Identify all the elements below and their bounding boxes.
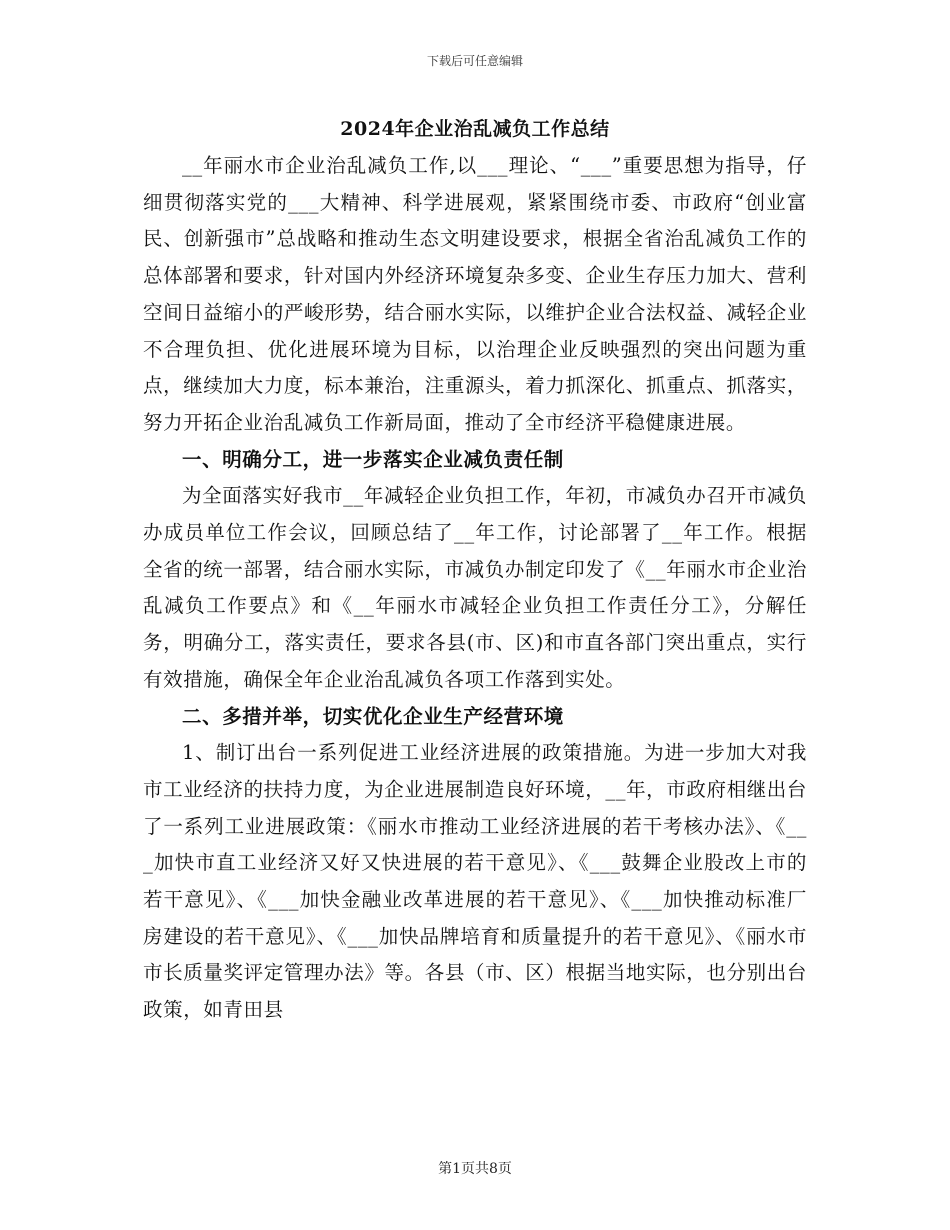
page-footer: 第1页共8页 [438, 1161, 512, 1177]
section-heading-1: 一、明确分工，进一步落实企业减负责任制 [182, 447, 564, 471]
section-1-paragraph: 为全面落实好我市__年减轻企业负担工作，年初，市减负办召开市减负办成员单位工作会议，回顾总结了__年工作，讨论部署了__年工作。根据全省的统一部署，结合丽水实际，市减负办制定印发了《__年丽水市企业治乱减负工作要点》和《__年丽水市减轻企业负担工作责任分工》，分解任务，明确分工，落实责任，要求各县(市、区)和市直各部门突出重点，实行有效措施，确保全年企业治乱减负各项工作落到实处。 [143, 484, 807, 691]
page-header-note: 下载后可任意编辑 [426, 54, 523, 68]
document-title: 2024年企业治乱减负工作总结 [340, 118, 610, 140]
document-body [143, 148, 807, 1029]
section-2-paragraph: 1、制订出台一系列促进工业经济进展的政策措施。为进一步加大对我市工业经济的扶持力度，为企业进展制造良好环境，__年，市政府相继出台了一系列工业进展政策：《丽水市推动工业经济进展的若干考核办法》、《___加快市直工业经济又好又快进展的若干意见》、《___鼓舞企业股改上市的若干意见》、《___加快金融业改革进展的若干意见》、《___加快推动标准厂房建设的若干意见》、《___加快品牌培育和质量提升的若干意见》、《丽水市市长质量奖评定管理办法》等。各县（市、区）根据当地实际，也分别出台政策，如青田县 [143, 741, 807, 1022]
intro-paragraph: __年丽水市企业治乱减负工作,以___理论、“___”重要思想为指导，仔细贯彻落实党的___大精神、科学进展观，紧紧围绕市委、市政府“创业富民、创新强市”总战略和推动生态文明建设要求，根据全省治乱减负工作的总体部署和要求，针对国内外经济环境复杂多变、企业生存压力加大、营利空间日益缩小的严峻形势，结合丽水实际，以维护企业合法权益、减轻企业不合理负担、优化进展环境为目标，以治理企业反映强烈的突出问题为重点，继续加大力度，标本兼治，注重源头，着力抓深化、抓重点、抓落实，努力开拓企业治乱减负工作新局面，推动了全市经济平稳健康进展。 [143, 154, 807, 434]
section-heading-2: 二、多措并举，切实优化企业生产经营环境 [182, 704, 564, 728]
